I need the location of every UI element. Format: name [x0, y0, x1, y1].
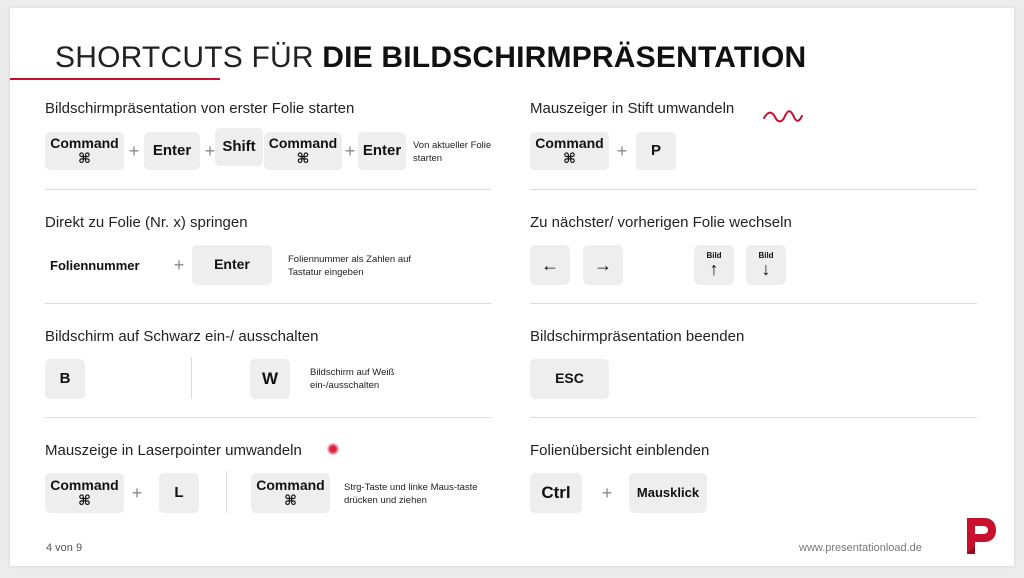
key-page-down [746, 245, 786, 285]
plus-sign: + [128, 141, 140, 161]
key-label: Mausklick [636, 484, 700, 500]
vertical-divider [226, 471, 227, 513]
plus-sign: + [616, 141, 628, 161]
key-arrow-right [583, 245, 623, 285]
divider [45, 303, 491, 304]
key-label: Enter [362, 141, 402, 159]
command-icon: ⌘ [78, 150, 91, 166]
divider [45, 417, 491, 418]
heading-laser: Mauszeige in Laserpointer umwandeln [45, 442, 302, 459]
arrow-down-icon: ↓ [761, 259, 771, 280]
laser-dot-icon [327, 443, 339, 455]
heading-pen: Mauszeiger in Stift umwandeln [530, 100, 735, 117]
key-label: Enter [152, 141, 192, 159]
key-label: Ctrl [541, 482, 571, 502]
key-b [45, 359, 85, 399]
heading-start: Bildschirmpräsentation von erster Folie starten [45, 100, 355, 117]
key-label: W [261, 368, 279, 388]
key-label: Command [256, 476, 325, 493]
vertical-divider [191, 357, 192, 399]
plus-sign: + [173, 255, 185, 275]
arrow-right-icon: → [594, 255, 612, 275]
key-command [45, 132, 124, 170]
command-icon: ⌘ [563, 150, 576, 166]
title-bold: DIE BILDSCHIRMPRÄSENTATION [322, 41, 807, 74]
key-l [159, 473, 199, 513]
plus-sign: + [131, 483, 143, 503]
key-command [251, 473, 330, 513]
key-command [530, 132, 609, 170]
key-label: ESC [555, 370, 584, 387]
key-page-up [694, 245, 734, 285]
command-icon: ⌘ [284, 492, 297, 508]
key-esc [530, 359, 609, 399]
command-icon: ⌘ [296, 150, 310, 166]
command-icon: ⌘ [78, 492, 91, 508]
foliennummer-label: Foliennummer [50, 258, 140, 273]
arrow-up-icon: ↑ [709, 259, 719, 280]
heading-end: Bildschirmpräsentation beenden [530, 328, 745, 345]
note-laser: Strg-Taste und linke Maus-taste drücken und ziehen [344, 482, 478, 506]
key-label: Command [50, 476, 119, 493]
presentationload-logo-icon [962, 516, 998, 556]
key-w [250, 359, 290, 399]
key-p [636, 132, 676, 170]
key-ctrl [530, 473, 582, 513]
divider [45, 189, 491, 190]
key-enter [192, 245, 272, 285]
key-mausklick [629, 473, 707, 513]
key-enter [358, 132, 406, 170]
key-enter [144, 132, 200, 170]
key-label: Command [50, 134, 119, 151]
key-arrow-left [530, 245, 570, 285]
divider [530, 303, 977, 304]
note-start: Von aktueller Folie starten [413, 140, 492, 164]
heading-navigate: Zu nächster/ vorherigen Folie wechseln [530, 214, 792, 231]
slide [10, 8, 1014, 566]
plus-sign: + [601, 483, 613, 503]
plus-sign: + [344, 141, 356, 161]
key-shift [215, 128, 263, 166]
heading-goto: Direkt zu Folie (Nr. x) springen [45, 214, 248, 231]
footer-url: www.presentationload.de [799, 542, 922, 554]
key-command [45, 473, 124, 513]
key-label: Command [268, 134, 338, 151]
key-label: P [650, 141, 661, 159]
title-light: SHORTCUTS FÜR [55, 41, 314, 74]
divider [530, 189, 977, 190]
heading-overview: Folienübersicht einblenden [530, 442, 710, 459]
key-label: Command [535, 134, 604, 151]
key-command [264, 132, 342, 170]
key-label: Shift [222, 137, 256, 155]
title-accent-rule [10, 78, 220, 80]
pen-squiggle-icon [762, 108, 804, 124]
note-black: Bildschirm auf Weiß ein-/ausschalten [310, 367, 395, 391]
key-label: L [174, 483, 184, 501]
note-goto: Foliennummer als Zahlen auf Tastatur eingeben [288, 254, 412, 278]
plus-sign: + [204, 141, 216, 161]
key-label: B [59, 369, 71, 387]
key-label: Bild [758, 250, 774, 260]
key-label: Bild [706, 250, 722, 260]
divider [530, 417, 977, 418]
page-title [55, 41, 806, 75]
arrow-left-icon: ← [541, 255, 559, 275]
page-number: 4 von 9 [46, 542, 83, 554]
heading-black: Bildschirm auf Schwarz ein-/ ausschalten [45, 328, 319, 345]
key-label: Enter [214, 256, 250, 273]
